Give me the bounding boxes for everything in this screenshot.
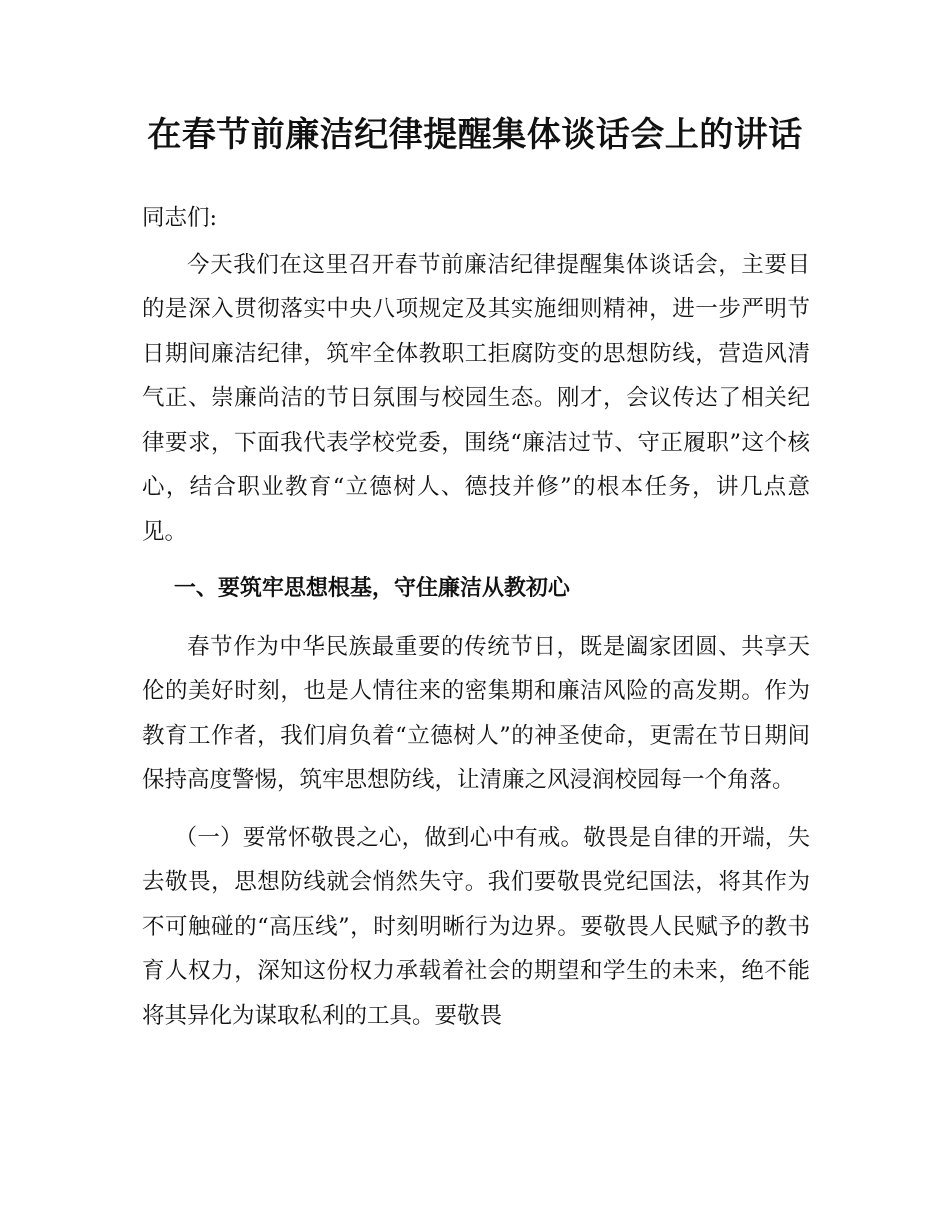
salutation: 同志们: [142,205,218,231]
paragraph-section-1: 春节作为中华民族最重要的传统节日，既是阖家团圆、共享天伦的美好时刻，也是人情往来的密集期和廉洁风险的高发期。作为教育工作者，我们肩负着“立德树人”的神圣使命，更需在节日期间保持高度警惕，筑牢思想防线，让清廉之风浸润校园每一个角落。 [142,633,810,793]
document-body [142,196,810,1051]
section-heading-1: 一、要筑牢思想根基，守住廉洁从教初心 [173,576,570,601]
document-title: 在春节前廉洁纪律提醒集体谈话会上的讲话 [147,115,803,155]
paragraph-intro: 今天我们在这里召开春节前廉洁纪律提醒集体谈话会，主要目的是深入贯彻落实中央八项规定及其实施细则精神，进一步严明节日期间廉洁纪律，筑牢全体教职工拒腐防变的思想防线，营造风清气正、崇廉尚洁的节日氛围与校园生态。刚才，会议传达了相关纪律要求，下面我代表学校党委，围绕“廉洁过节、守正履职”这个核心，结合职业教育“立德树人、德技并修”的根本任务，讲几点意见。 [142,251,810,545]
paragraph-subsection-1: （一）要常怀敬畏之心，做到心中有戒。敬畏是自律的开端，失去敬畏，思想防线就会悄然失守。我们要敬畏党纪国法，将其作为不可触碰的“高压线”，时刻明晰行为边界。要敬畏人民赋予的教书育人权力，深知这份权力承载着社会的期望和学生的未来，绝不能将其异化为谋取私利的工具。要敬畏 [142,824,810,1029]
